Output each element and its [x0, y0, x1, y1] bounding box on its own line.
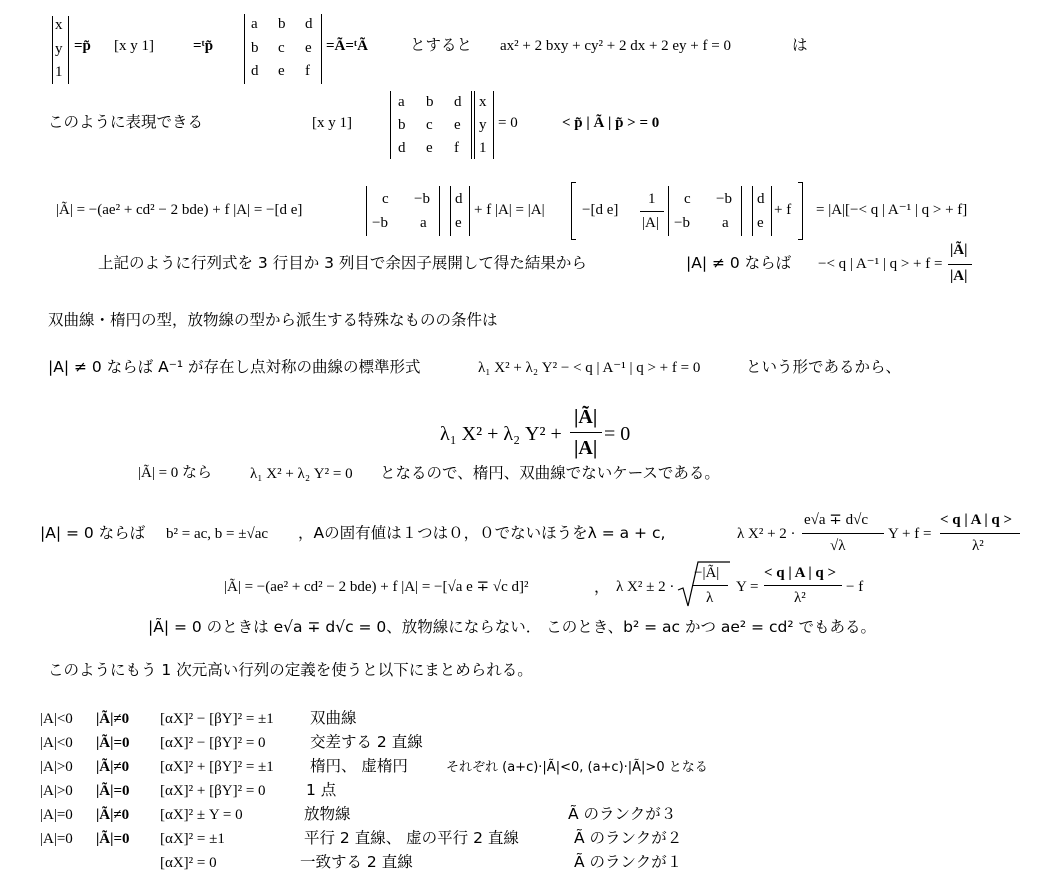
- cell-note: それぞれ (a+c)·|Ã|<0, (a+c)·|Ã|>0 となる: [446, 760, 708, 775]
- adj-a: a: [420, 215, 427, 231]
- inner-de: −[d e]: [582, 202, 619, 218]
- cell-detAt: |Ã|≠0: [96, 759, 130, 775]
- standard-form: λ₁ X² + λ₂ Y² − < q | A⁻¹ | q > + f = 0: [478, 360, 701, 376]
- frac9b-num: < q | A | q >: [940, 512, 1013, 528]
- frac10-num: < q | A | q >: [764, 565, 837, 581]
- cell-detAt: |Ã|=0: [96, 735, 130, 751]
- cell-curve: 1 点: [306, 781, 337, 799]
- m12: b: [278, 16, 286, 32]
- cell-curve: 平行 2 直線、 虚の平行 2 直線: [304, 829, 519, 847]
- big-bracket-right: [798, 182, 803, 240]
- cell-note: Ã のランクが１: [574, 853, 683, 871]
- adj-mb2: −b: [372, 215, 388, 231]
- cell-detA: |A|>0: [40, 759, 73, 775]
- vec-e: e: [455, 215, 462, 231]
- det-formula: |Ã| = −(ae² + cd² − 2 bde) + f |A| = −[√a e ∓ √c d]²: [224, 579, 529, 595]
- summary-intro: このようにもう 1 次元高い行列の定義を使うと以下にまとめられる。: [48, 661, 533, 679]
- bra-ket: < p̃ | Ã | p̃ > = 0: [562, 115, 660, 131]
- cell-note: Ã のランクが３: [568, 805, 677, 823]
- centered-den: |A|: [574, 437, 598, 459]
- degenerate-form: λ₁ X² + λ₂ Y² = 0: [250, 466, 353, 482]
- cell-curve: 放物線: [304, 805, 351, 823]
- minus-f: − f: [846, 579, 864, 595]
- m11: a: [251, 16, 258, 32]
- conic-equation: ax² + 2 bxy + cy² + 2 dx + 2 ey + f = 0: [500, 38, 731, 54]
- vec-x: x: [55, 17, 63, 33]
- adj-c: c: [382, 191, 389, 207]
- m21: b: [251, 40, 259, 56]
- cell-form: [αX]² = ±1: [160, 831, 225, 847]
- cell-detAt: |Ã|=0: [96, 783, 130, 799]
- m23: e: [305, 40, 312, 56]
- cell-form: [αX]² = 0: [160, 855, 217, 871]
- det-zero-cond: |Ã| = 0 なら: [138, 465, 213, 481]
- cell-detA: |A|>0: [40, 783, 73, 799]
- condition-heading: 双曲線・楕円の型，放物線の型から派生する特殊なものの条件は: [48, 311, 498, 329]
- eq-p: =p̃: [74, 38, 91, 54]
- cell-form: [αX]² − [βY]² = ±1: [160, 711, 274, 727]
- frac-den: |A|: [642, 215, 659, 231]
- row-vector-2: [x y 1]: [312, 115, 352, 131]
- lambda-part: λ X² + 2 ·: [737, 526, 796, 542]
- A-zero-cond: |A| = 0 ならば: [40, 524, 146, 542]
- plus-f: + f: [774, 202, 792, 218]
- form-tail: という形であるから、: [746, 358, 902, 376]
- frac9a-num: e√a ∓ d√c: [804, 512, 869, 528]
- cell-form: [αX]² + [βY]² = 0: [160, 783, 266, 799]
- cofactor-text: 上記のように行列式を 3 行目か 3 列目で余因子展開して得た結果から: [98, 254, 587, 272]
- cell-form: [αX]² + [βY]² = ±1: [160, 759, 274, 775]
- sep-comma: ，: [594, 578, 610, 596]
- frac4-den: |A|: [950, 268, 968, 284]
- row-vector: [x y 1]: [114, 38, 154, 54]
- m32: e: [278, 63, 285, 79]
- cell-detA: |A|<0: [40, 711, 73, 727]
- parabola-note: |Ã| = 0 のときは e√a ∓ d√c = 0、放物線にならない． このとき、b² = ac かつ ae² = cd² でもある。: [148, 618, 876, 636]
- m13: d: [305, 16, 313, 32]
- inverse-exists: |A| ≠ 0 ならば A⁻¹ が存在し点対称の曲線の標準形式: [48, 358, 421, 376]
- frac4-num: |Ã|: [950, 242, 968, 258]
- eq-A-tilde: =Ã=ᵗÃ: [326, 38, 368, 54]
- b-relation: b² = ac, b = ±√ac: [166, 526, 269, 542]
- cell-curve: 楕円、 虚楕円: [310, 757, 408, 775]
- cell-note: Ã のランクが２: [574, 829, 683, 847]
- frac9a-bar: [802, 533, 884, 534]
- det-expansion: |Ã| = −(ae² + cd² − 2 bde) + f |A| = −[d e]: [56, 202, 303, 218]
- cell-detA: |A|=0: [40, 807, 73, 823]
- rad-den: λ: [706, 590, 714, 606]
- centered-lhs: λ₁ X² + λ₂ Y² +: [440, 423, 562, 445]
- expressed-label: このように表現できる: [48, 113, 204, 131]
- cell-form: [αX]² ± Y = 0: [160, 807, 243, 823]
- frac10-den: λ²: [794, 590, 806, 606]
- eq-zero: = 0: [498, 115, 518, 131]
- rhs: = |A|[−< q | A⁻¹ | q > + f]: [816, 202, 968, 218]
- wa-particle: は: [792, 36, 808, 54]
- bra-expr: −< q | A⁻¹ | q > + f =: [818, 256, 943, 272]
- cell-curve: 交差する 2 直線: [310, 733, 423, 751]
- cell-detA: |A|=0: [40, 831, 73, 847]
- frac-bar: [640, 211, 664, 212]
- cell-detAt: |Ã|≠0: [96, 711, 130, 727]
- frac9b-bar: [940, 533, 1020, 534]
- centered-rhs: = 0: [604, 423, 631, 445]
- m22: c: [278, 40, 285, 56]
- cell-form: [αX]² − [βY]² = 0: [160, 735, 266, 751]
- frac9b-den: λ²: [972, 538, 984, 554]
- cell-curve: 双曲線: [310, 709, 357, 727]
- suru-to: とすると: [410, 36, 473, 54]
- eq-tp: =ᵗp̃: [193, 38, 214, 54]
- cond-A-nonzero: |A| ≠ 0 ならば: [686, 254, 792, 272]
- adj-mb: −b: [414, 191, 430, 207]
- m33: f: [305, 63, 310, 79]
- lambda-pm: λ X² ± 2 ·: [616, 579, 675, 595]
- cell-detAt: |Ã|≠0: [96, 807, 130, 823]
- big-bracket-left: [571, 182, 576, 240]
- vec-d: d: [455, 191, 463, 207]
- y-eq: Y =: [736, 579, 759, 595]
- frac-num: 1: [648, 191, 656, 207]
- m31: d: [251, 63, 259, 79]
- y-plus-f: Y + f =: [888, 526, 932, 542]
- cell-curve: 一致する 2 直線: [300, 853, 413, 871]
- eigen-text: ，Aの固有値は１つは０，０でないほうをλ = a + c,: [298, 524, 666, 542]
- rad-num: −|Ã|: [694, 565, 720, 581]
- centered-bar: [570, 432, 602, 433]
- frac10-bar: [764, 585, 842, 586]
- centered-num: |Ã|: [574, 406, 598, 428]
- vec-1: 1: [55, 64, 63, 80]
- rad-bar: [692, 585, 728, 586]
- frac4-bar: [948, 264, 972, 265]
- degenerate-tail: となるので、楕円、双曲線でないケースである。: [380, 464, 720, 482]
- vec-y: y: [55, 41, 63, 57]
- plus-fA: + f |A| = |A|: [474, 202, 545, 218]
- cell-detA: |A|<0: [40, 735, 73, 751]
- cell-detAt: |Ã|=0: [96, 831, 130, 847]
- frac9a-den: √λ: [830, 538, 846, 554]
